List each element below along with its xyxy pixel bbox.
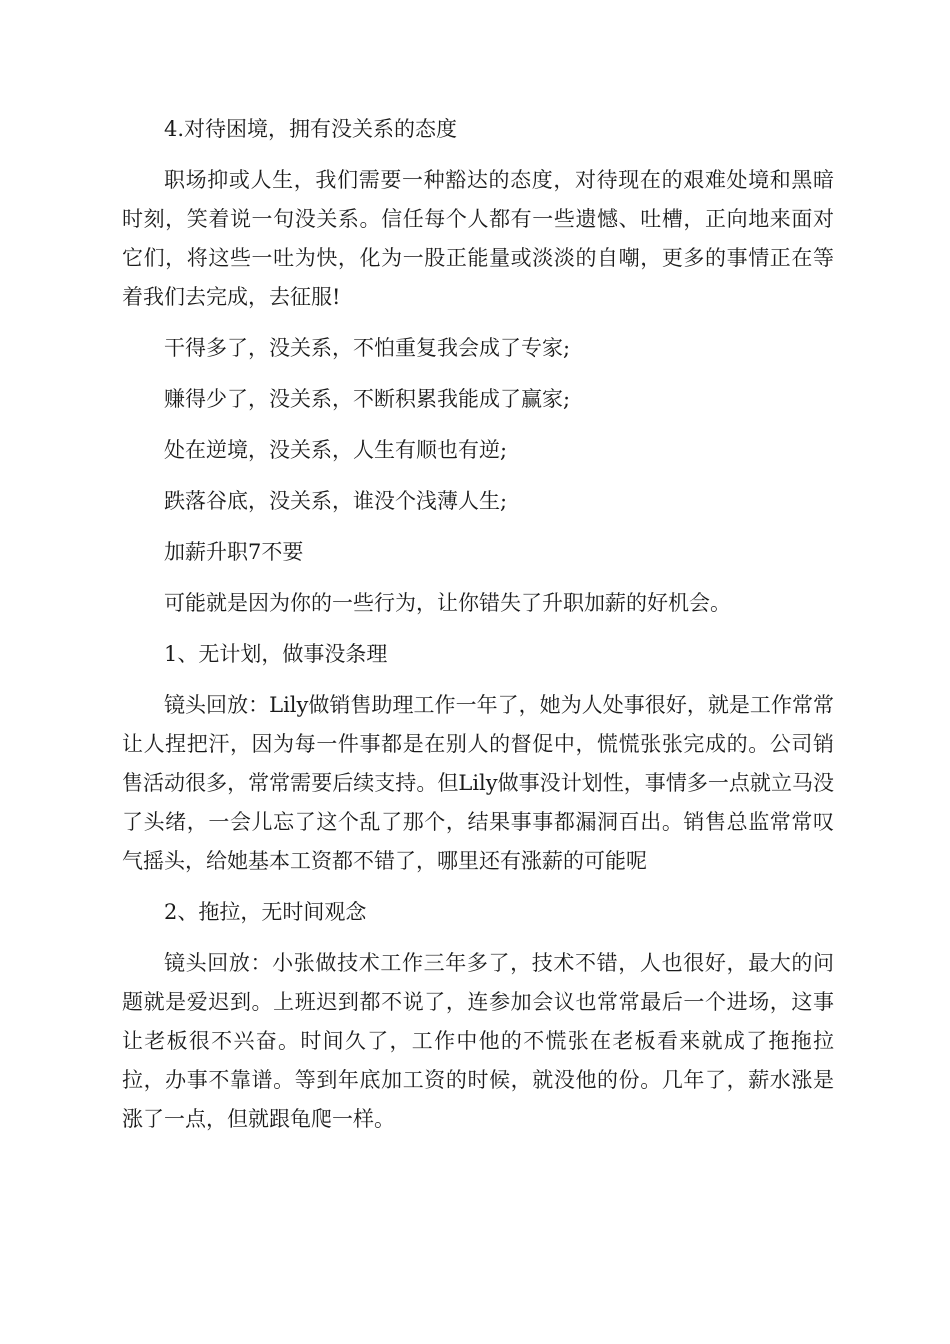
line-rock-bottom: 跌落谷底，没关系，谁没个浅薄人生; bbox=[164, 489, 508, 513]
line-adversity: 处在逆境，没关系，人生有顺也有逆; bbox=[164, 438, 508, 462]
subheading-procrastination: 2、拖拉，无时间观念 bbox=[164, 900, 367, 924]
section-heading-promotion: 加薪升职7不要 bbox=[164, 540, 304, 564]
section-heading-attitude: 4.对待困境，拥有没关系的态度 bbox=[164, 117, 458, 141]
paragraph-lily-case: 镜头回放：Lily做销售助理工作一年了，她为人处事很好，就是工作常常让人捏把汗，因为每一件事都是在别人的督促中，慌慌张张完成的。公司销售活动很多，常常需要后续支持。但Lily做事没计划性，事情多一点就立马没了头绪，一会儿忘了这个乱了那个，结果事事都漏洞百出。销售总监常常叹气摇头，给她基本工资都不错了，哪里还有涨薪的可能呢 bbox=[122, 693, 834, 873]
paragraph-zhang-case: 镜头回放：小张做技术工作三年多了，技术不错，人也很好，最大的问题就是爱迟到。上班迟到都不说了，连参加会议也常常最后一个进场，这事让老板很不兴奋。时间久了，工作中他的不慌张在老板看来就成了拖拖拉拉，办事不靠谱。等到年底加工资的时候，就没他的份。几年了，薪水涨是涨了一点，但就跟龟爬一样。 bbox=[122, 951, 834, 1131]
paragraph-promotion-intro: 可能就是因为你的一些行为，让你错失了升职加薪的好机会。 bbox=[164, 591, 731, 615]
line-more-work: 干得多了，没关系，不怕重复我会成了专家; bbox=[164, 336, 571, 360]
document-body bbox=[122, 110, 834, 1139]
subheading-no-plan: 1、无计划，做事没条理 bbox=[164, 642, 388, 666]
line-less-pay: 赚得少了，没关系，不断积累我能成了赢家; bbox=[164, 387, 571, 411]
paragraph-attitude: 职场抑或人生，我们需要一种豁达的态度，对待现在的艰难处境和黑暗时刻，笑着说一句没关系。信任每个人都有一些遗憾、吐槽，正向地来面对它们，将这些一吐为快，化为一股正能量或淡淡的自嘲，更多的事情正在等着我们去完成，去征服! bbox=[122, 168, 834, 309]
